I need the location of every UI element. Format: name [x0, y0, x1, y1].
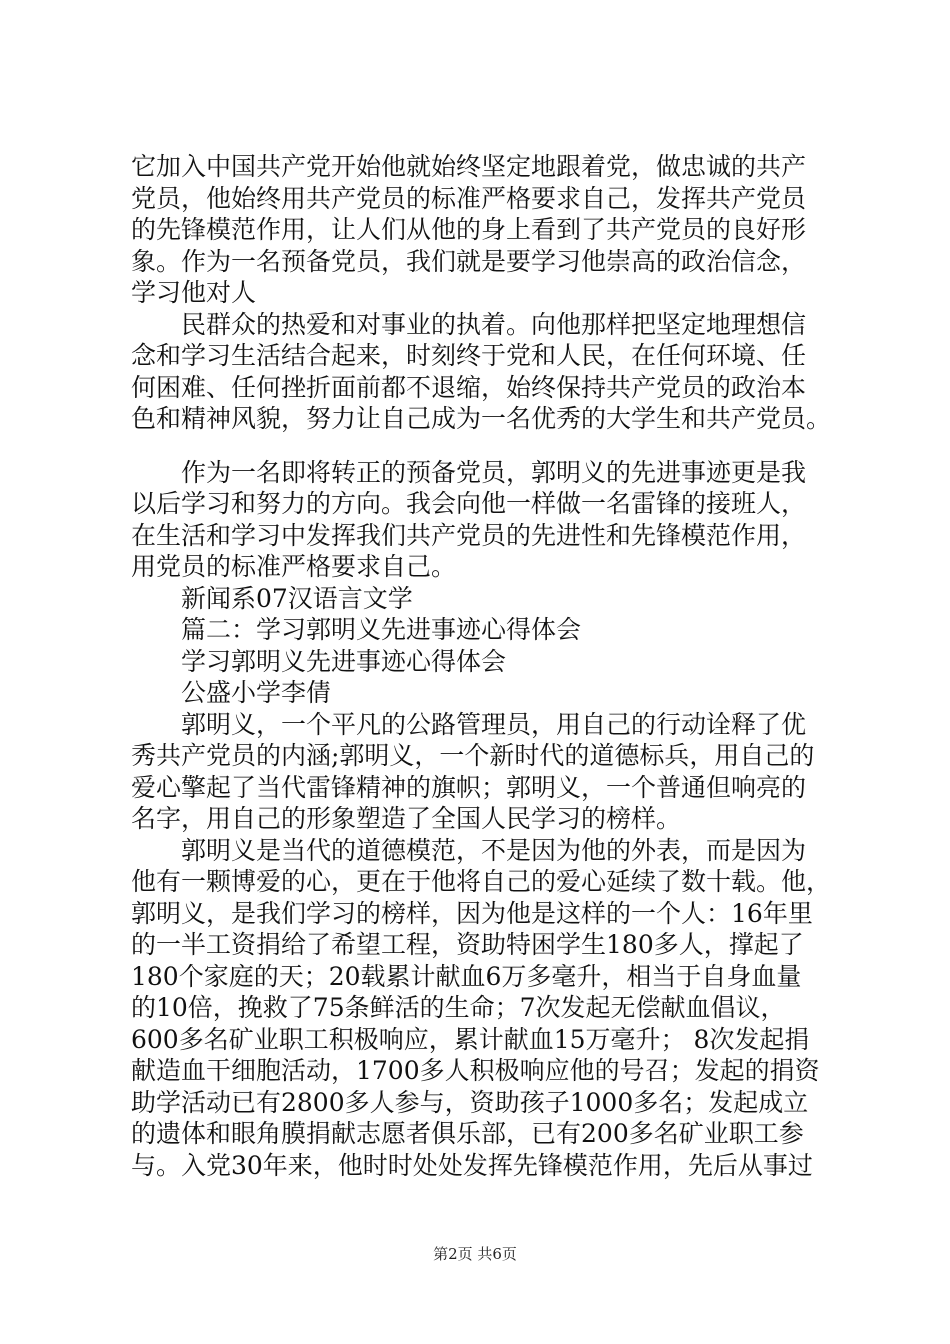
text-line: 名字，用自己的形象塑造了全国人民学习的榜样。 — [131, 804, 682, 833]
section-heading: 篇二：学习郭明义先进事迹心得体会 — [131, 615, 582, 644]
text-line: 在生活和学习中发挥我们共产党员的先进性和先锋模范作用， — [131, 520, 807, 550]
page-footer — [0, 1244, 950, 1264]
text-line: 何困难、任何挫折面前都不退缩，始终保持共产党员的政治本 — [131, 372, 807, 402]
text-line: 秀共产党员的内涵;郭明义，一个新时代的道德标兵，用自己的 — [131, 741, 815, 770]
text-line: 的遗体和眼角膜捐献志愿者俱乐部，已有200多名矿业职工参 — [131, 1119, 804, 1148]
text-line: 爱心擎起了当代雷锋精神的旗帜；郭明义，一个普通但响亮的 — [131, 772, 807, 802]
text-line: 学习他对人 — [131, 278, 257, 307]
text-line: 郭明义，一个平凡的公路管理员，用自己的行动诠释了优 — [131, 709, 807, 739]
text-line: 的10倍，挽救了75条鲜活的生命；7次发起无偿献血倡议， — [131, 993, 786, 1022]
text-line: 的一半工资捐给了希望工程，资助特困学生180多人，撑起了 — [131, 930, 804, 959]
text-line: 180个家庭的天；20载累计献血6万多毫升，相当于自身血量 — [131, 961, 802, 991]
text-line: 献造血干细胞活动，1700多人积极响应他的号召；发起的捐资 — [131, 1056, 820, 1085]
text-line: 党员，他始终用共产党员的标准严格要求自己，发挥共产党员 — [131, 183, 807, 213]
text-line: 以后学习和努力的方向。我会向他一样做一名雷锋的接班人， — [131, 489, 807, 518]
author-line: 公盛小学李倩 — [131, 678, 332, 707]
page-number: 第2页 共6页 — [433, 1245, 517, 1263]
text-line: 它加入中国共产党开始他就始终坚定地跟着党，做忠诚的共产 — [131, 152, 807, 181]
text-line: 的先锋模范作用，让人们从他的身上看到了共产党员的良好形 — [131, 215, 807, 244]
document-body — [131, 151, 831, 1181]
text-line: 郭明义是当代的道德模范，不是因为他的外表，而是因为 — [131, 835, 807, 865]
text-line: 他有一颗博爱的心，更在于他将自己的爱心延续了数十载。他， — [131, 867, 832, 896]
text-line: 助学活动已有2800多人参与，资助孩子1000多名；发起成立 — [131, 1087, 809, 1117]
department-line: 新闻系07汉语言文学 — [131, 583, 413, 613]
text-line: 郭明义，是我们学习的榜样，因为他是这样的一个人：16年里 — [131, 898, 813, 928]
text-line: 色和精神风貌，努力让自己成为一名优秀的大学生和共产党员。 — [131, 404, 832, 433]
text-line: 与。入党30年来，他时时处处发挥先锋模范作用，先后从事过 — [131, 1150, 813, 1180]
text-line: 用党员的标准严格要求自己。 — [131, 552, 457, 581]
text-line: 念和学习生活结合起来，时刻终于党和人民，在任何环境、任 — [131, 341, 807, 370]
paragraph-gap — [131, 435, 831, 457]
article-title: 学习郭明义先进事迹心得体会 — [131, 646, 507, 676]
text-line: 象。作为一名预备党员，我们就是要学习他崇高的政治信念， — [131, 246, 807, 276]
text-line: 作为一名即将转正的预备党员，郭明义的先进事迹更是我 — [131, 457, 807, 487]
text-line: 600多名矿业职工积极响应，累计献血15万毫升； 8次发起捐 — [131, 1024, 810, 1054]
text-line: 民群众的热爱和对事业的执着。向他那样把坚定地理想信 — [131, 309, 807, 339]
